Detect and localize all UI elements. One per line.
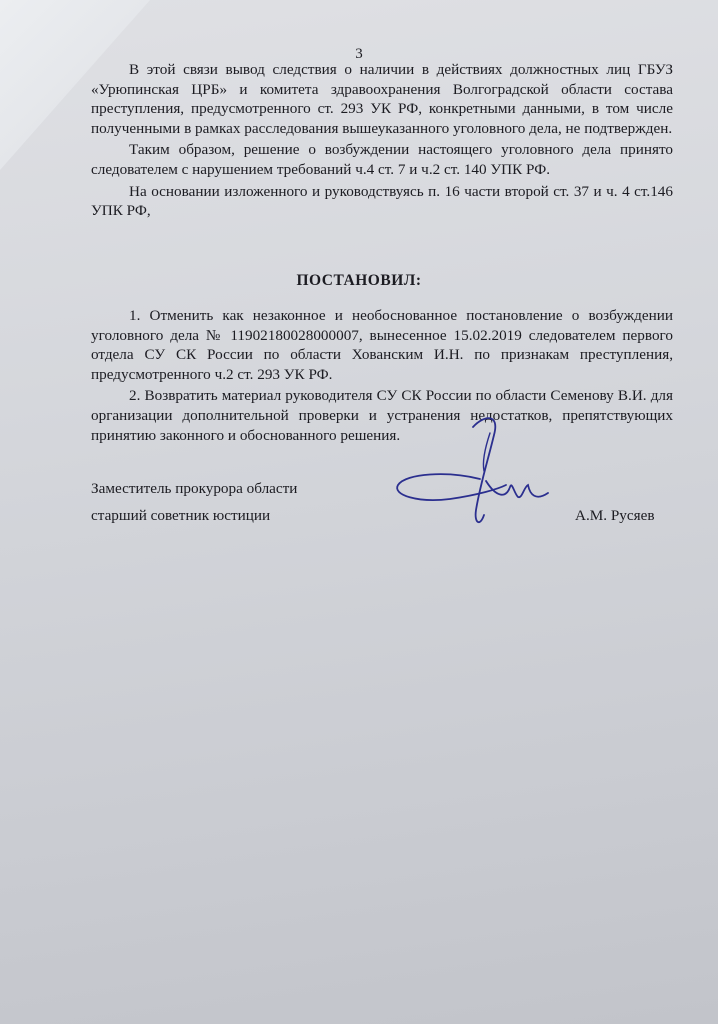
resolution-text (91, 306, 673, 445)
signatory-position-line1: Заместитель прокурора области (91, 480, 298, 497)
page-number: 3 (355, 46, 363, 62)
handwritten-signature (388, 405, 563, 535)
paragraph-basis: На основании изложенного и руководствуясь п. 16 части второй ст. 37 и ч. 4 ст.146 УПК РФ, (91, 182, 673, 220)
signatory-name: А.М. Русяев (575, 507, 655, 524)
resolution-item-2: 2. Возвратить материал руководителя СУ СК России по области Семенову В.И. для организации дополнительной проверки и устранения недостатков, препятствующих принятию законного и обоснованного решения. (91, 387, 673, 444)
paragraph-conclusion: В этой связи вывод следствия о наличии в действиях должностных лиц ГБУЗ «Урюпинская ЦРБ» и комитета здравоохранения Волгоградской области состава преступления, предусмотренного ст. 293 УК РФ, конкретными данными, в том числе полученными в рамках расследования вышеуказанного уголовного дела, не подтвержден. (91, 61, 673, 137)
intro-text (91, 60, 673, 221)
signatory-position-line2: старший советник юстиции (91, 507, 271, 524)
paragraph-violation: Таким образом, решение о возбуждении настоящего уголовного дела принято следователем с нарушением требований ч.4 ст. 7 и ч.2 ст. 140 УПК РФ. (91, 141, 673, 178)
resolution-item-1: 1. Отменить как незаконное и необоснованное постановление о возбуждении уголовного дела № 11902180028000007, вынесенное 15.02.2019 следователем первого отдела СУ СК России по области Хованским И.Н. по признакам преступления, предусмотренного ч.2 ст. 293 УК РФ. (91, 307, 673, 383)
resolution-heading: ПОСТАНОВИЛ: (296, 272, 422, 289)
